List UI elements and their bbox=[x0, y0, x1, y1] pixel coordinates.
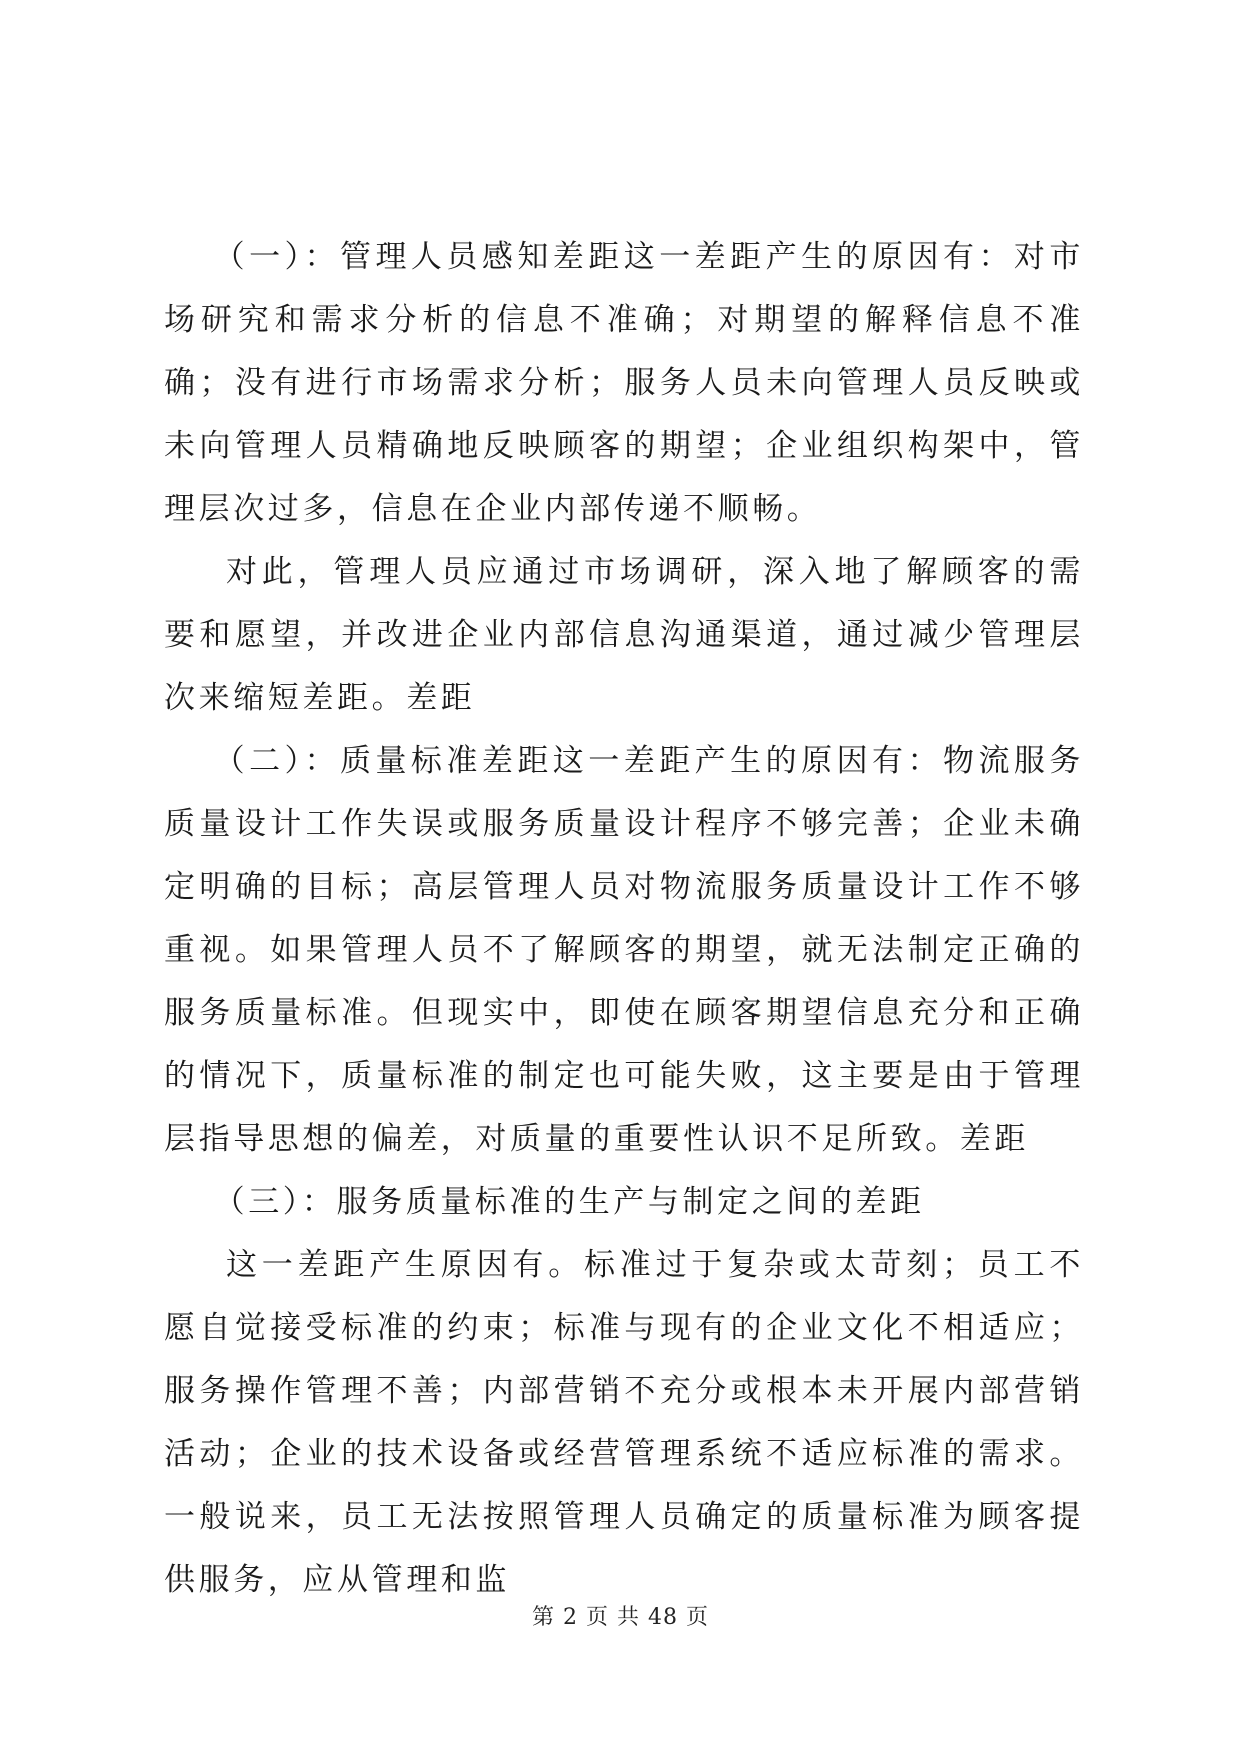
document-body bbox=[164, 226, 1084, 1612]
page-number-footer: 第 2 页 共 48 页 bbox=[532, 1605, 709, 1630]
paragraph-gap-three-causes: 这一差距产生原因有。标准过于复杂或太苛刻；员工不愿自觉接受标准的约束；标准与现有的企业文化不相适应；服务操作管理不善；内部营销不充分或根本未开展内部营销活动；企业的技术设备或经营管理系统不适应标准的需求。一般说来，员工无法按照管理人员确定的质量标准为顾客提供服务，应从管理和监 bbox=[164, 1247, 1084, 1598]
paragraph-gap-one: （一）：管理人员感知差距这一差距产生的原因有：对市场研究和需求分析的信息不准确；对期望的解释信息不准确；没有进行市场需求分析；服务人员未向管理人员反映或未向管理人员精确地反映顾客的期望；企业组织构架中，管理层次过多，信息在企业内部传递不顺畅。 bbox=[164, 239, 1084, 527]
paragraph-gap-one-remedy: 对此，管理人员应通过市场调研，深入地了解顾客的需要和愿望，并改进企业内部信息沟通渠道，通过减少管理层次来缩短差距。差距 bbox=[164, 554, 1084, 716]
paragraph-gap-three-heading: （三）：服务质量标准的生产与制定之间的差距 bbox=[213, 1184, 925, 1220]
paragraph-gap-two: （二）：质量标准差距这一差距产生的原因有：物流服务质量设计工作失误或服务质量设计程序不够完善；企业未确定明确的目标；高层管理人员对物流服务质量设计工作不够重视。如果管理人员不了解顾客的期望，就无法制定正确的服务质量标准。但现实中，即使在顾客期望信息充分和正确的情况下，质量标准的制定也可能失败，这主要是由于管理层指导思想的偏差，对质量的重要性认识不足所致。差距 bbox=[164, 743, 1084, 1157]
